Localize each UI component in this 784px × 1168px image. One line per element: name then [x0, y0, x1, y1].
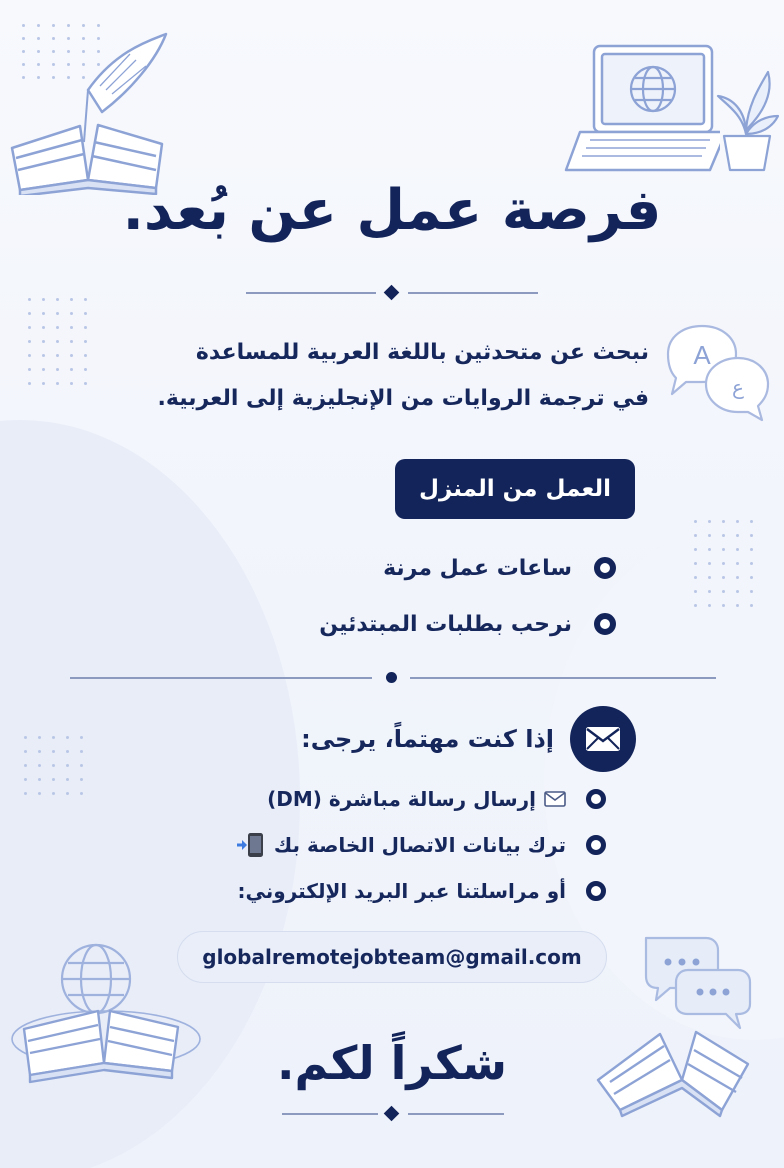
contact-option-details — [236, 832, 566, 858]
contact-option-details-text: ترك بيانات الاتصال الخاصة بك — [273, 833, 566, 857]
dot-grid-right — [694, 520, 753, 607]
list-item — [319, 596, 616, 652]
bottom-divider-diamond — [384, 1106, 400, 1122]
envelope-icon — [544, 791, 566, 807]
bullet-icon — [586, 881, 606, 901]
svg-text:A: A — [693, 340, 711, 370]
list-item — [236, 822, 606, 868]
work-from-home-badge: العمل من المنزل — [395, 459, 635, 519]
contact-options-list — [236, 776, 606, 914]
section-divider-left — [70, 677, 372, 679]
contact-heading — [301, 706, 636, 772]
book-and-quill-icon — [6, 30, 176, 195]
bullet-icon — [594, 613, 616, 635]
contact-heading-text: إذا كنت مهتماً، يرجى: — [301, 725, 554, 753]
mail-icon — [570, 706, 636, 772]
bottom-divider-right — [408, 1113, 504, 1115]
bullet-icon — [586, 789, 606, 809]
bottom-divider-left — [282, 1113, 378, 1115]
bullet-icon — [594, 557, 616, 579]
contact-option-dm-text: إرسال رسالة مباشرة (DM) — [267, 787, 536, 811]
list-item — [319, 540, 616, 596]
laptop-globe-icon — [560, 40, 720, 180]
list-item — [236, 868, 606, 914]
benefit-flexible-hours: ساعات عمل مرنة — [383, 555, 572, 581]
list-item — [236, 776, 606, 822]
contact-option-email: أو مراسلتنا عبر البريد الإلكتروني: — [237, 879, 566, 903]
bullet-icon — [586, 835, 606, 855]
email-address[interactable]: globalremotejobteam@gmail.com — [177, 931, 607, 983]
title-divider-left — [246, 292, 376, 294]
dot-grid-left-low — [24, 736, 83, 795]
closing-thanks: شكراً لكم. — [277, 1036, 507, 1090]
intro-line-1: نبحث عن متحدثين باللغة العربية للمساعدة — [195, 340, 649, 365]
section-divider-right — [410, 677, 716, 679]
plant-icon — [712, 64, 780, 174]
translate-bubbles-icon — [662, 320, 774, 430]
chat-book-icon — [590, 930, 780, 1130]
page-title: فرصة عمل عن بُعد. — [122, 178, 662, 243]
contact-option-dm — [267, 787, 566, 811]
intro-line-2: في ترجمة الروايات من الإنجليزية إلى العربية. — [157, 386, 649, 411]
title-divider-diamond — [384, 285, 400, 301]
mobile-phone-icon — [236, 832, 266, 858]
svg-text:ع: ع — [732, 375, 744, 399]
intro-text — [129, 330, 649, 422]
benefit-beginners-welcome: نرحب بطلبات المبتدئين — [319, 611, 572, 637]
benefits-list — [319, 540, 616, 652]
dot-grid-left-mid — [28, 298, 87, 385]
title-divider-right — [408, 292, 538, 294]
section-divider-dot — [386, 672, 397, 683]
